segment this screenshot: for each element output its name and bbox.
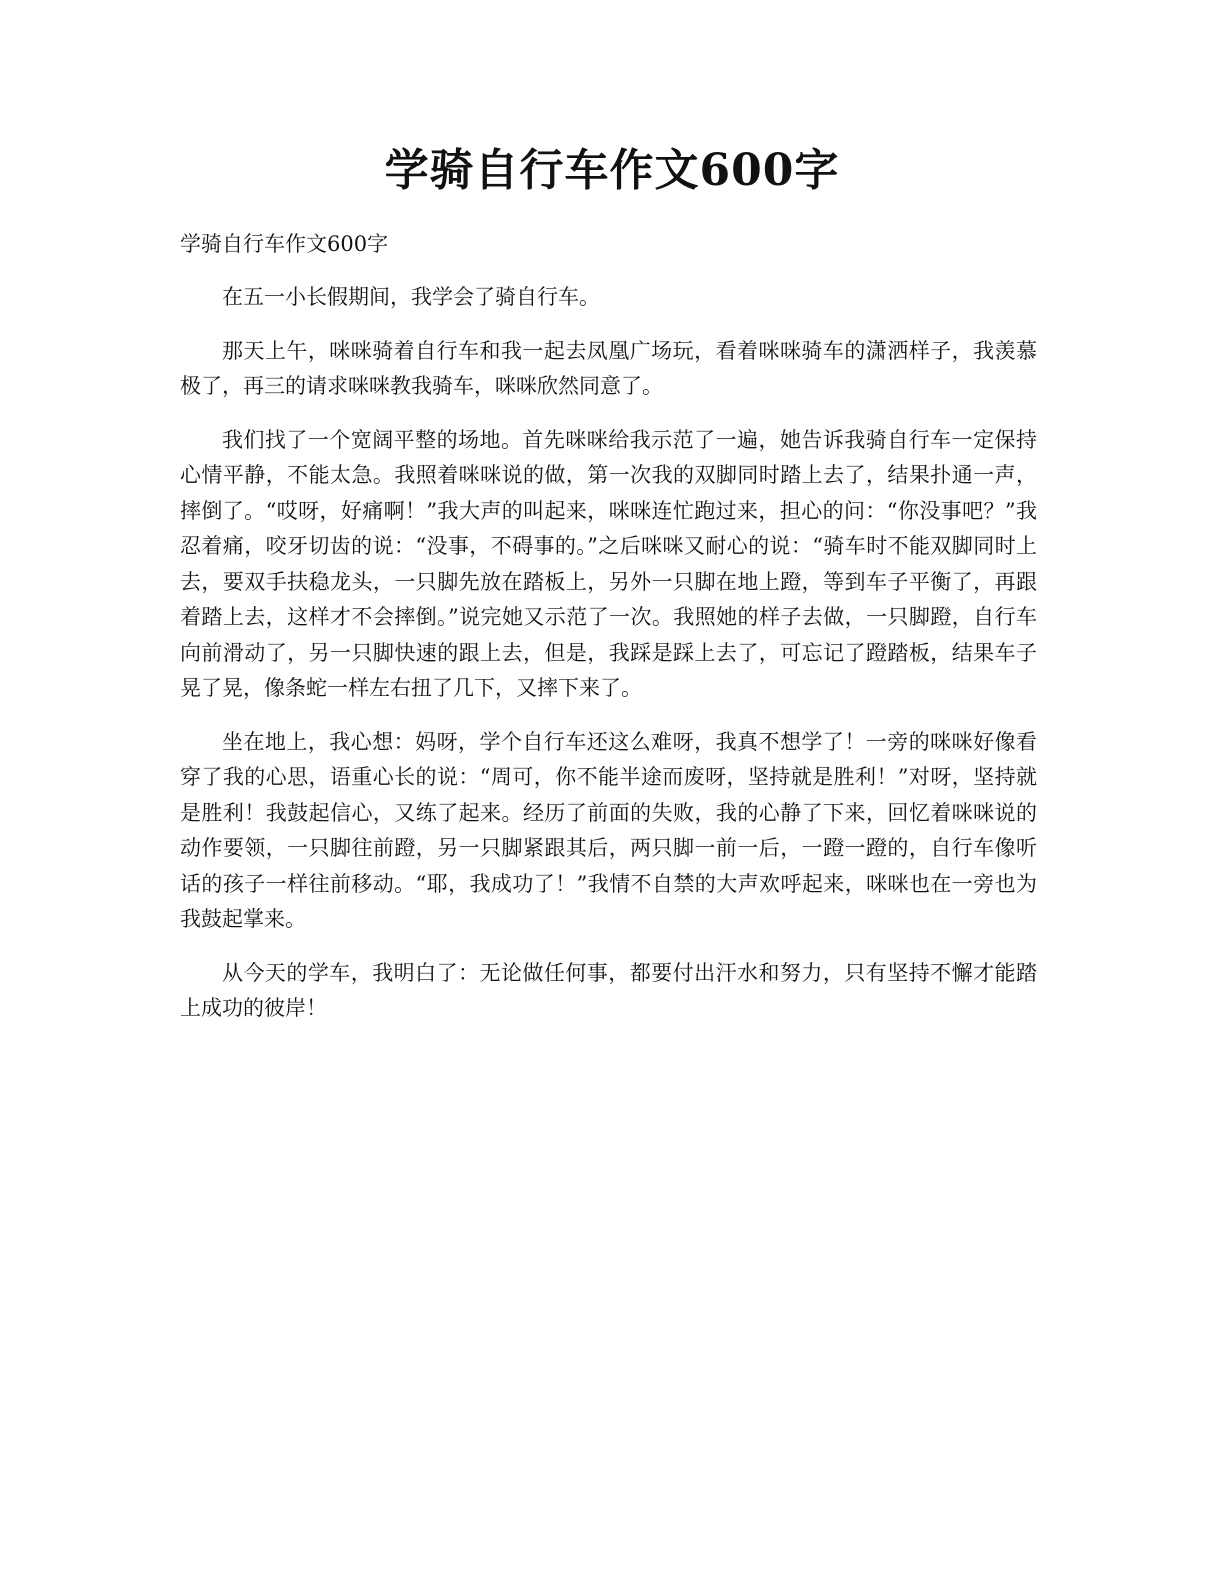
document-body [180, 280, 1037, 1045]
document-subtitle: 学骑自行车作文600字 [180, 232, 389, 256]
paragraph-5: 从今天的学车，我明白了：无论做任何事，都要付出汗水和努力，只有坚持不懈才能踏上成功的彼岸！ [180, 960, 1037, 1020]
document-title: 学骑自行车作文600字 [384, 145, 840, 196]
paragraph-3: 我们找了一个宽阔平整的场地。首先咪咪给我示范了一遍，她告诉我骑自行车一定保持心情平静，不能太急。我照着咪咪说的做，第一次我的双脚同时踏上去了，结果扑通一声，摔倒了。“哎呀，好痛啊！”我大声的叫起来，咪咪连忙跑过来，担心的问：“你没事吧？”我忍着痛，咬牙切齿的说：“没事，不碍事的。”之后咪咪又耐心的说：“骑车时不能双脚同时上去，要双手扶稳龙头，一只脚先放在踏板上，另外一只脚在地上蹬，等到车子平衡了，再跟着踏上去，这样才不会摔倒。”说完她又示范了一次。我照她的样子去做，一只脚蹬，自行车向前滑动了，另一只脚快速的跟上去，但是，我踩是踩上去了，可忘记了蹬踏板，结果车子晃了晃，像条蛇一样左右扭了几下，又摔下来了。 [180, 427, 1037, 700]
paragraph-4: 坐在地上，我心想：妈呀，学个自行车还这么难呀，我真不想学了！一旁的咪咪好像看穿了我的心思，语重心长的说：“周可，你不能半途而废呀，坚持就是胜利！”对呀，坚持就是胜利！我鼓起信心，又练了起来。经历了前面的失败，我的心静了下来，回忆着咪咪说的动作要领，一只脚往前蹬，另一只脚紧跟其后，两只脚一前一后，一蹬一蹬的，自行车像听话的孩子一样往前移动。“耶，我成功了！”我情不自禁的大声欢呼起来，咪咪也在一旁也为我鼓起掌来。 [180, 729, 1037, 931]
paragraph-2: 那天上午，咪咪骑着自行车和我一起去凤凰广场玩，看着咪咪骑车的潇洒样子，我羡慕极了，再三的请求咪咪教我骑车，咪咪欣然同意了。 [180, 338, 1037, 398]
paragraph-1: 在五一小长假期间，我学会了骑自行车。 [222, 285, 600, 309]
